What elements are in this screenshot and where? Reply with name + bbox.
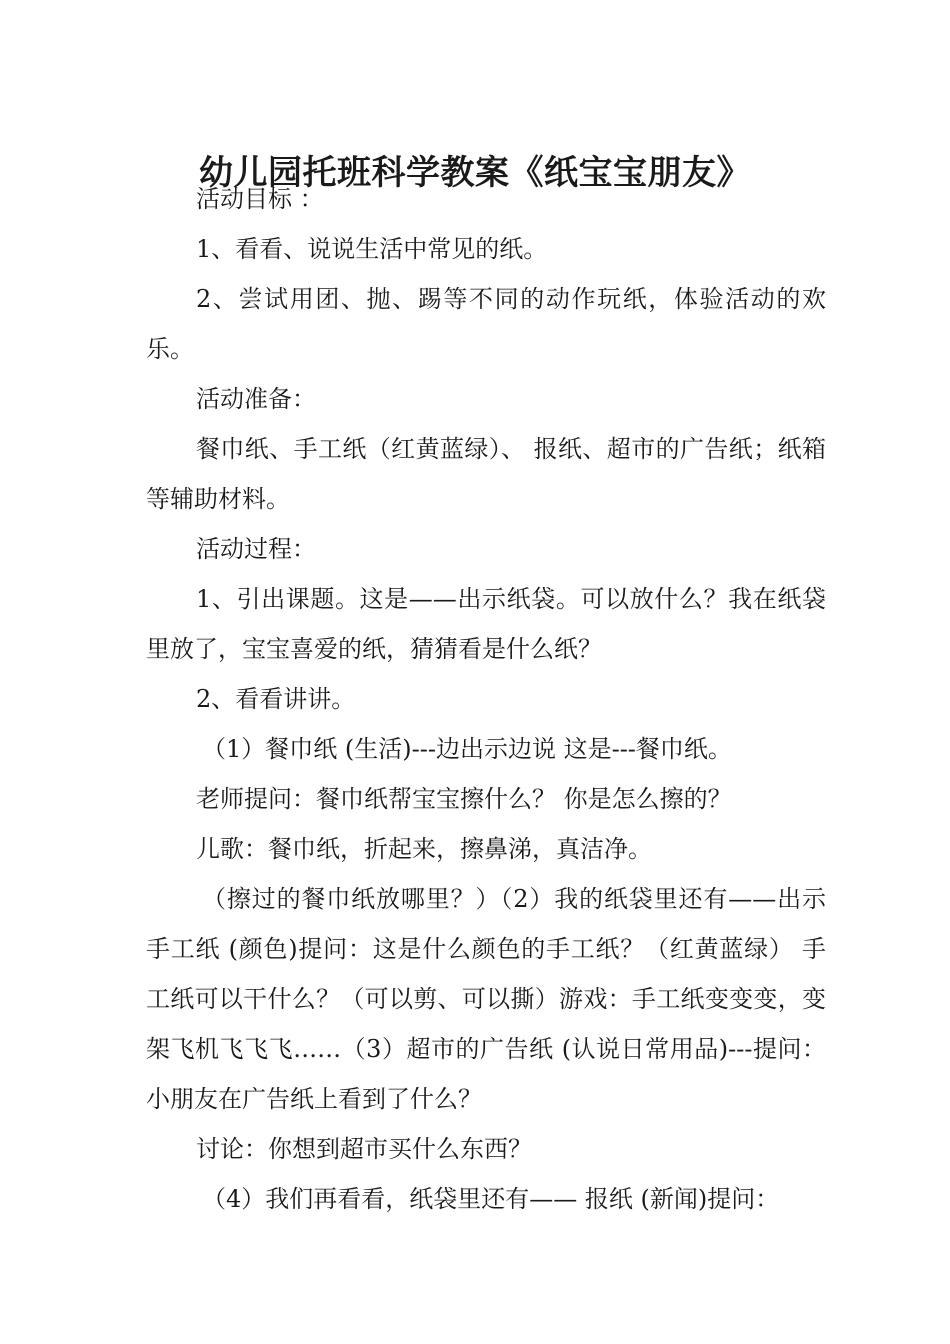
paragraph-preparation-materials: 餐巾纸、手工纸（红黄蓝绿）、 报纸、超市的广告纸；纸箱等辅助材料。 — [146, 435, 826, 513]
paragraph-goal-1: 1、看看、说说生活中常见的纸。 — [196, 235, 548, 263]
paragraph-goals-heading: 活动目标 ： — [196, 185, 324, 213]
paragraph-process-heading: 活动过程： — [196, 535, 316, 563]
paragraph-discussion: 讨论：你想到超市买什么东西？ — [196, 1135, 532, 1163]
paragraph-teacher-question: 老师提问：餐巾纸帮宝宝擦什么？ 你是怎么擦的？ — [196, 785, 732, 813]
paragraph-process-step-2: 2、看看讲讲。 — [196, 685, 356, 713]
document-body — [146, 174, 826, 1224]
paragraph-process-step-1: 1、引出课题。这是——出示纸袋。可以放什么？我在纸袋里放了，宝宝喜爱的纸，猜猜看是什么纸？ — [146, 585, 826, 663]
paragraph-goal-2: 2、尝试用团、抛、踢等不同的动作玩纸，体验活动的欢乐。 — [146, 285, 826, 363]
document-title: 幼儿园托班科学教案《纸宝宝朋友》 — [199, 152, 751, 193]
paragraph-nursery-rhyme: 儿歌：餐巾纸，折起来，擦鼻涕，真洁净。 — [196, 835, 652, 863]
paragraph-preparation-heading: 活动准备： — [196, 385, 316, 413]
paragraph-napkin: （1）餐巾纸 (生活)---边出示边说 这是---餐巾纸。 — [202, 735, 732, 763]
paragraph-craft-paper: （擦过的餐巾纸放哪里？）（2）我的纸袋里还有——出示手工纸 (颜色)提问：这是什么颜色的手工纸？（红黄蓝绿） 手工纸可以干什么？（可以剪、可以撕）游戏：手工纸变变变，变架飞机飞飞飞……（3）超市的广告纸 (认说日常用品)---提问：小朋友在广告纸上看到了什么？ — [146, 885, 826, 1113]
paragraph-newspaper: （4）我们再看看，纸袋里还有—— 报纸 (新闻)提问： — [202, 1185, 780, 1213]
